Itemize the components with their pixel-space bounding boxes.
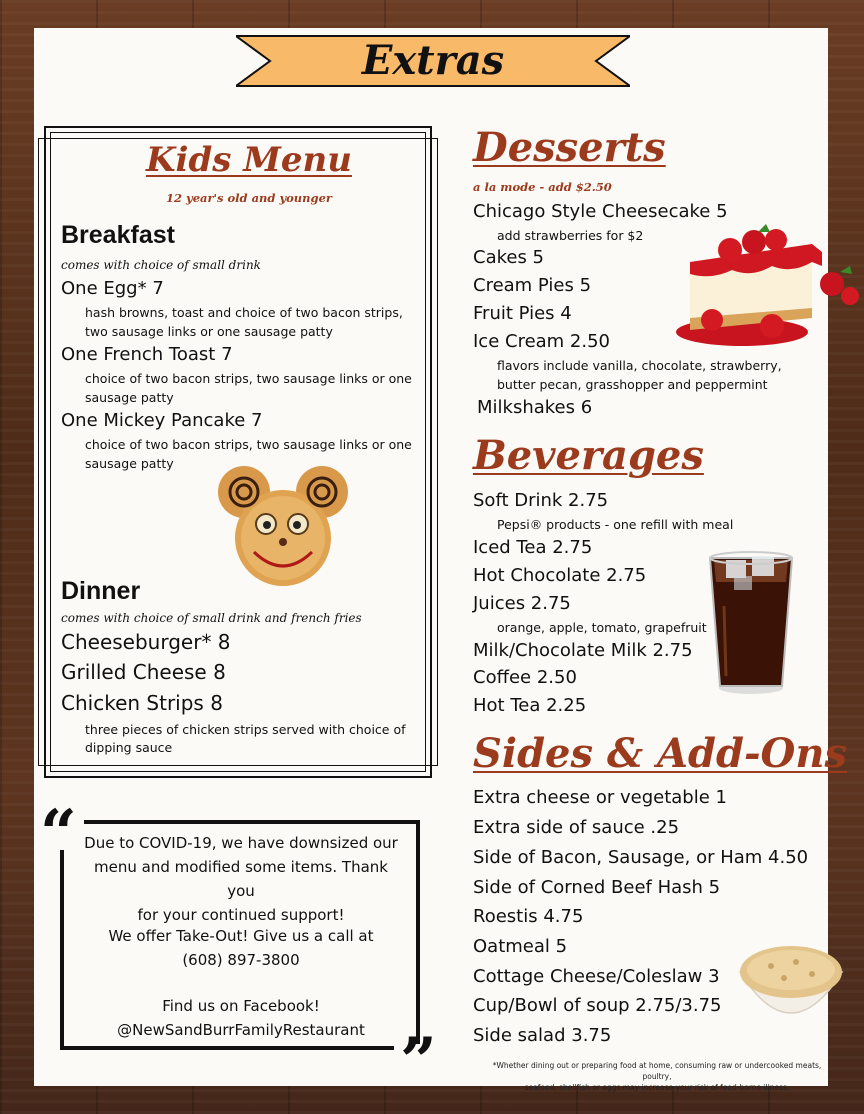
kids-item-cheeseburger: Cheeseburger* 8 bbox=[61, 630, 231, 654]
disclaimer-line: seafood, shellfish or eggs may increase your risk of food-borne illness. bbox=[524, 1083, 790, 1092]
dessert-item-fruit-pies: Fruit Pies 4 bbox=[473, 303, 572, 324]
breakfast-note: comes with choice of small drink bbox=[61, 258, 261, 272]
kids-item-french-toast: One French Toast 7 bbox=[61, 344, 233, 365]
dessert-item-milkshakes: Milkshakes 6 bbox=[477, 397, 593, 418]
beverage-item-juices: Juices 2.75 bbox=[473, 593, 571, 614]
notice-line: menu and modified some items. Thank you bbox=[94, 858, 388, 900]
dessert-item-cheesecake-desc: add strawberries for $2 bbox=[497, 228, 644, 243]
kids-item-chicken-strips: Chicken Strips 8 bbox=[61, 691, 223, 715]
dessert-item-cream-pies: Cream Pies 5 bbox=[473, 275, 592, 296]
side-item: Extra side of sauce .25 bbox=[473, 817, 680, 838]
beverage-item-coffee: Coffee 2.50 bbox=[473, 667, 577, 688]
notice-covid-text bbox=[80, 831, 402, 927]
kids-item-chicken-strips-desc-2: dipping sauce bbox=[85, 740, 173, 755]
kids-menu-title: Kids Menu bbox=[146, 140, 352, 180]
notice-facebook-handle: @NewSandBurrFamilyRestaurant bbox=[117, 1021, 365, 1039]
side-item: Cottage Cheese/Coleslaw 3 bbox=[473, 966, 720, 987]
close-quote-icon: ” bbox=[400, 1024, 437, 1099]
beverage-item-soft-drink: Soft Drink 2.75 bbox=[473, 490, 609, 511]
beverage-item-soft-drink-desc: Pepsi® products - one refill with meal bbox=[497, 517, 734, 532]
dessert-item-ice-cream-desc-1: flavors include vanilla, chocolate, strawberry, bbox=[497, 358, 782, 373]
notice-phone: (608) 897-3800 bbox=[182, 951, 300, 969]
kids-menu-subtitle: 12 year's old and younger bbox=[166, 191, 332, 205]
dessert-item-ice-cream-desc-2: butter pecan, grasshopper and peppermint bbox=[497, 377, 768, 392]
kids-item-grilled-cheese: Grilled Cheese 8 bbox=[61, 660, 226, 684]
beverage-item-juices-desc: orange, apple, tomato, grapefruit bbox=[497, 620, 707, 635]
beverage-item-milk: Milk/Chocolate Milk 2.75 bbox=[473, 640, 693, 661]
notice-facebook-text bbox=[80, 994, 402, 1042]
kids-item-one-egg-desc-2: two sausage links or one sausage patty bbox=[85, 324, 333, 339]
notice-line: for your continued support! bbox=[137, 906, 345, 924]
open-quote-icon: “ bbox=[40, 796, 77, 871]
kids-item-french-toast-desc-2: sausage patty bbox=[85, 390, 174, 405]
beverage-item-iced-tea: Iced Tea 2.75 bbox=[473, 537, 593, 558]
side-item: Oatmeal 5 bbox=[473, 936, 568, 957]
sides-title: Sides & Add-Ons bbox=[473, 730, 848, 777]
dessert-item-cheesecake: Chicago Style Cheesecake 5 bbox=[473, 201, 728, 222]
extras-banner bbox=[236, 34, 630, 88]
breakfast-heading: Breakfast bbox=[61, 221, 175, 249]
notice-takeout-text bbox=[80, 924, 402, 972]
kids-item-one-egg: One Egg* 7 bbox=[61, 278, 164, 299]
notice-line: Find us on Facebook! bbox=[162, 997, 320, 1015]
kids-item-chicken-strips-desc-1: three pieces of chicken strips served with choice of bbox=[85, 722, 406, 737]
oatmeal-bowl-image bbox=[736, 924, 846, 1048]
kids-item-french-toast-desc-1: choice of two bacon strips, two sausage links or one bbox=[85, 371, 412, 386]
mickey-pancake-image bbox=[214, 462, 352, 588]
side-item: Extra cheese or vegetable 1 bbox=[473, 787, 727, 808]
beverages-title: Beverages bbox=[473, 432, 704, 479]
beverage-item-hot-chocolate: Hot Chocolate 2.75 bbox=[473, 565, 647, 586]
disclaimer-line: *Whether dining out or preparing food at home, consuming raw or undercooked meats, poultry, bbox=[492, 1061, 822, 1081]
dessert-item-ice-cream: Ice Cream 2.50 bbox=[473, 331, 611, 352]
side-item: Side of Corned Beef Hash 5 bbox=[473, 877, 721, 898]
dinner-note: comes with choice of small drink and french fries bbox=[61, 611, 362, 625]
cola-glass-image bbox=[704, 546, 798, 696]
dessert-item-cakes: Cakes 5 bbox=[473, 247, 545, 268]
beverage-item-hot-tea: Hot Tea 2.25 bbox=[473, 695, 587, 716]
banner-title: Extras bbox=[361, 37, 505, 84]
notice-box-left-border bbox=[60, 850, 64, 1050]
cheesecake-image bbox=[672, 222, 862, 350]
kids-item-mickey-pancake: One Mickey Pancake 7 bbox=[61, 410, 263, 431]
kids-item-one-egg-desc-1: hash browns, toast and choice of two bacon strips, bbox=[85, 305, 403, 320]
side-item: Side of Bacon, Sausage, or Ham 4.50 bbox=[473, 847, 809, 868]
notice-line: We offer Take-Out! Give us a call at bbox=[108, 927, 374, 945]
side-item: Side salad 3.75 bbox=[473, 1025, 612, 1046]
side-item: Roestis 4.75 bbox=[473, 906, 584, 927]
notice-line: Due to COVID-19, we have downsized our bbox=[84, 834, 398, 852]
side-item: Cup/Bowl of soup 2.75/3.75 bbox=[473, 995, 722, 1016]
desserts-note: a la mode - add $2.50 bbox=[473, 180, 612, 194]
kids-item-mickey-pancake-desc-2: sausage patty bbox=[85, 456, 174, 471]
food-safety-disclaimer bbox=[484, 1060, 830, 1093]
desserts-title: Desserts bbox=[473, 124, 666, 171]
dinner-heading: Dinner bbox=[61, 577, 141, 605]
kids-item-mickey-pancake-desc-1: choice of two bacon strips, two sausage links or one bbox=[85, 437, 412, 452]
